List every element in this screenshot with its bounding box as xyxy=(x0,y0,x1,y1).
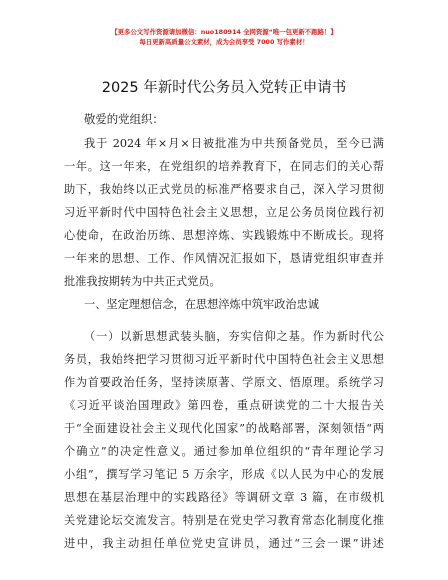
paragraph-line: 进中，我主动担任单位党史宣讲员，通过“三会一课”讲述 xyxy=(64,537,384,550)
paragraph-line: （一）以新思想武装头脑，夯实信仰之基。作为新时代公 xyxy=(84,330,384,343)
paragraph-line: 一年来的思想、工作、作风情况汇报如下，恳请党组织审查并 xyxy=(64,252,384,265)
paragraph-line: 助下，我始终以正式党员的标准严格要求自己，深入学习贯彻 xyxy=(64,183,384,196)
section-heading: 一、坚定理想信念，在思想淬炼中筑牢政治忠诚 xyxy=(84,298,319,311)
paragraph-line: 心使命，在政治历练、思想淬炼、实践锻炼中不断成长。现将 xyxy=(64,229,384,242)
paragraph-line: 《习近平谈治国理政》第四卷，重点研读党的二十大报告关 xyxy=(64,399,384,412)
paragraph-line: 个确立”的决定性意义。通过参加单位组织的“青年理论学习 xyxy=(64,445,384,458)
promo-banner-line-1: 【更多公文写作资源请加微信：nuo180914 全网资源“唯一包更新不跑路！】 xyxy=(111,28,337,36)
paragraph-line: 作为首要政治任务，坚持读原著、学原文、悟原理。系统学习 xyxy=(64,376,384,389)
paragraph-line: 一年。这一年来，在党组织的培养教育下，在同志们的关心帮 xyxy=(64,160,384,173)
paragraph-line: 于“全面建设社会主义现代化国家”的战略部署，深刻领悟“两 xyxy=(64,422,384,435)
paragraph-line: 我于 2024 年×月×日被批准为中共预备党员，至今已满 xyxy=(84,137,384,150)
promo-banner-line-2: 每日更新高质量公文素材，成为会员享受 7000 写作素材！ xyxy=(139,38,309,46)
paragraph-line: 习近平新时代中国特色社会主义思想，立足公务员岗位践行初 xyxy=(64,206,384,219)
paragraph-line: 关党建论坛交流发言。特别是在党史学习教育常态化制度化推 xyxy=(64,514,384,527)
paragraph-line: 思想在基层治理中的实践路径》等调研文章 3 篇，在市级机 xyxy=(64,491,384,504)
document-title: 2025 年新时代公务员入党转正申请书 xyxy=(101,80,347,96)
paragraph-line: 务员，我始终把学习贯彻习近平新时代中国特色社会主义思想 xyxy=(64,353,384,366)
salutation: 敬爱的党组织： xyxy=(84,112,164,126)
paragraph-line: 批准我按期转为中共正式党员。 xyxy=(64,275,221,288)
paragraph-line: 小组”，撰写学习笔记 5 万余字，形成《以人民为中心的发展 xyxy=(64,468,384,481)
